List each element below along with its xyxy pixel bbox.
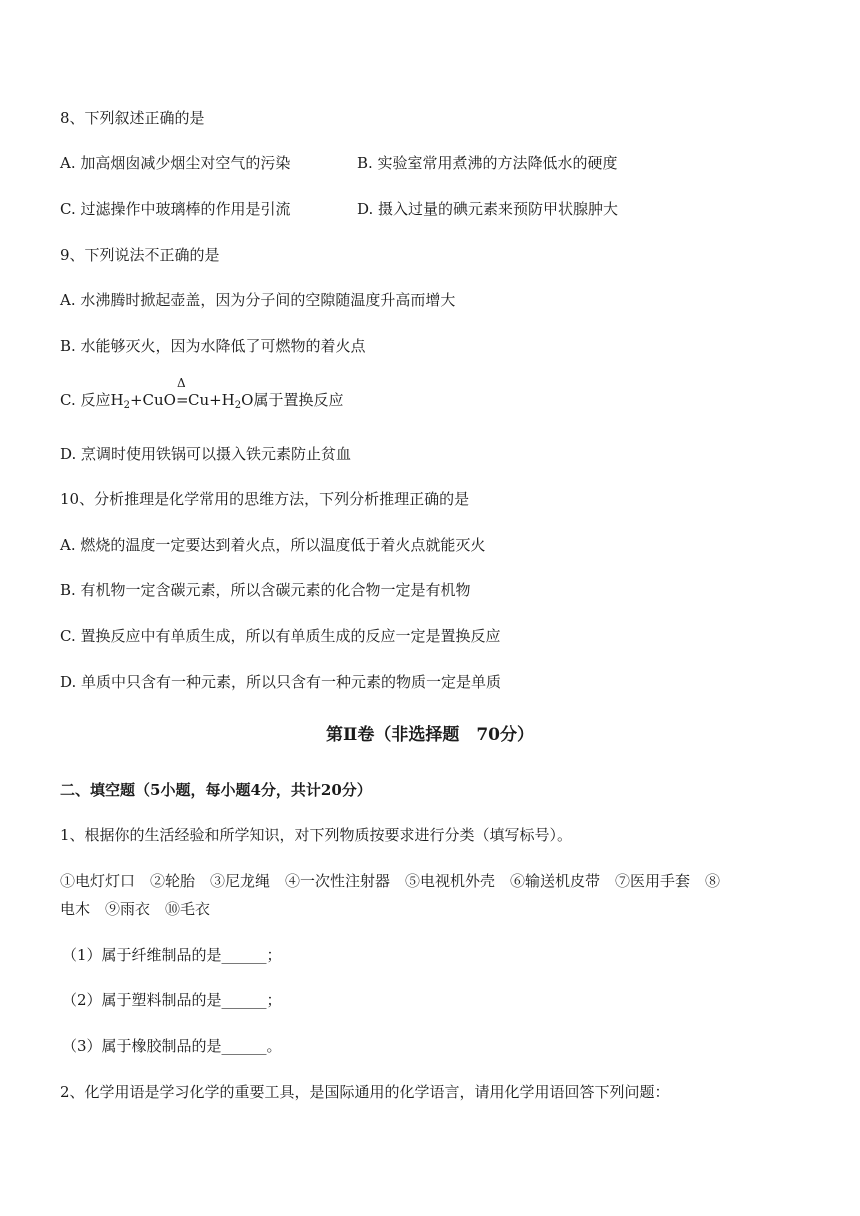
q10-option-a: A. 燃烧的温度一定要达到着火点，所以温度低于着火点就能灭火 [60, 536, 486, 554]
fill1-items-line1: ①电灯灯口 ②轮胎 ③尼龙绳 ④一次性注射器 ⑤电视机外壳 ⑥输送机皮带 ⑦医用手套 ⑧ [60, 872, 721, 890]
delta-symbol: Δ [176, 376, 186, 390]
formula-sub-2b: 2 [234, 400, 242, 411]
fill1-stem: 1、根据你的生活经验和所学知识，对下列物质按要求进行分类（填写标号）。 [60, 826, 573, 844]
fill1-sub3: （3）属于橡胶制品的是______。 [62, 1037, 282, 1055]
section-title: 第Ⅱ卷（非选择题 70分） [326, 725, 534, 745]
q10-option-c: C. 置换反应中有单质生成，所以有单质生成的反应一定是置换反应 [60, 627, 501, 645]
q10-stem: 10、分析推理是化学常用的思维方法，下列分析推理正确的是 [60, 490, 470, 508]
heat-equals-sign [175, 376, 189, 410]
q8-stem: 8、下列叙述正确的是 [60, 109, 205, 127]
part-title: 二、填空题（5小题，每小题4分，共计20分） [60, 781, 372, 799]
q8-option-d: D. 摄入过量的碘元素来预防甲状腺肿大 [357, 200, 619, 218]
q9-option-c-suffix: 属于置换反应 [253, 391, 344, 409]
q8-option-a: A. 加高烟囱减少烟尘对空气的污染 [60, 154, 291, 172]
formula-h: H [110, 391, 124, 409]
fill1-sub1: （1）属于纤维制品的是______； [62, 946, 282, 964]
formula-o: O [241, 391, 254, 409]
q9-stem: 9、下列说法不正确的是 [60, 246, 220, 264]
formula-cuo: +CuO [129, 391, 176, 409]
q9-option-b: B. 水能够灭火，因为水降低了可燃物的着火点 [60, 337, 366, 355]
q10-option-d: D. 单质中只含有一种元素，所以只含有一种元素的物质一定是单质 [60, 673, 502, 691]
fill2-stem: 2、化学用语是学习化学的重要工具，是国际通用的化学语言，请用化学用语回答下列问题： [60, 1083, 670, 1101]
q8-option-c: C. 过滤操作中玻璃棒的作用是引流 [60, 200, 291, 218]
q9-option-c [60, 376, 344, 416]
fill1-sub2: （2）属于塑料制品的是______； [62, 991, 282, 1009]
formula-sub-2: 2 [123, 400, 130, 411]
fill1-items-line2: 电木 ⑨雨衣 ⑩毛衣 [60, 900, 211, 918]
q9-option-d: D. 烹调时使用铁锅可以摄入铁元素防止贫血 [60, 445, 352, 463]
q10-option-b: B. 有机物一定含碳元素，所以含碳元素的化合物一定是有机物 [60, 581, 471, 599]
q9-option-a: A. 水沸腾时掀起壶盖，因为分子间的空隙随温度升高而增大 [60, 291, 456, 309]
q9-option-c-prefix: C. 反应 [60, 391, 111, 409]
q8-option-b: B. 实验室常用煮沸的方法降低水的硬度 [357, 154, 618, 172]
equals-symbol: = [175, 391, 189, 409]
formula-cu-h: Cu+H [187, 391, 235, 409]
